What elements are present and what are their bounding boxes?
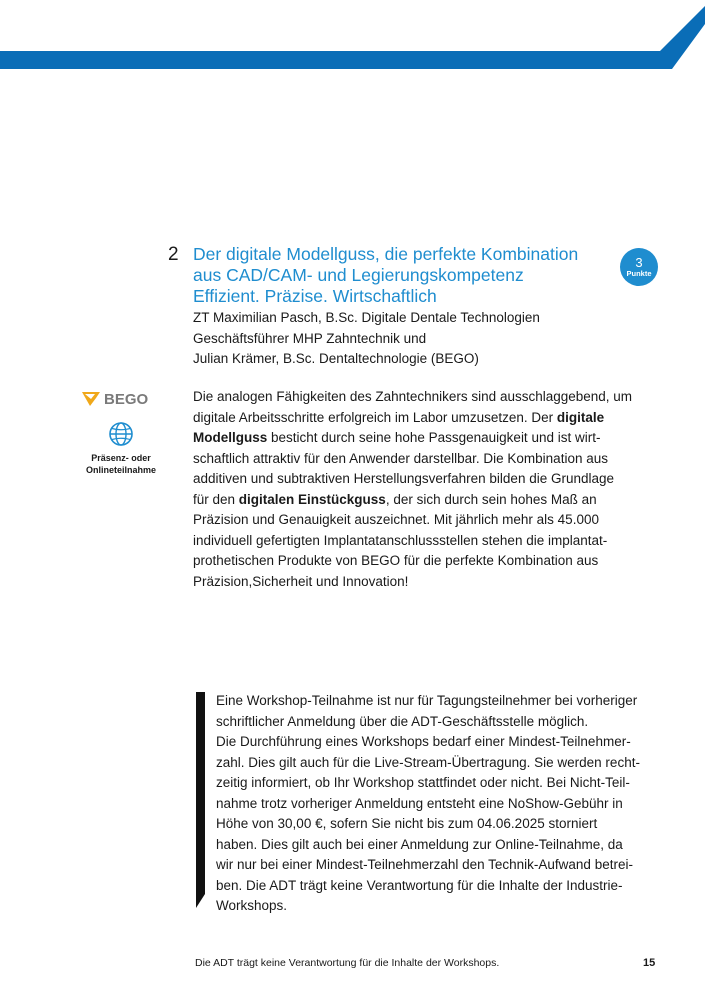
description-line: Präzision,Sicherheit und Innovation! — [193, 573, 409, 589]
notice-line: wir nur bei einer Mindest-Teilnehmerzahl den Technik-Aufwand betrei- — [216, 857, 633, 872]
participation-format — [71, 452, 171, 476]
notice-line: Workshops. — [216, 898, 288, 913]
workshop-title-line: Der digitale Modellguss, die perfekte Kombination — [193, 244, 579, 264]
page-number: 15 — [643, 957, 656, 969]
sponsor-logo-text: BEGO — [104, 391, 149, 408]
points-badge — [620, 248, 658, 286]
description-line — [193, 490, 663, 511]
description-line — [193, 408, 663, 429]
description-text: für den — [193, 491, 239, 507]
notice-line: Die Durchführung eines Workshops bedarf einer Mindest-Teilnehmer- — [216, 734, 631, 749]
speakers — [193, 308, 540, 370]
description-bold-text: digitale — [556, 409, 605, 425]
notice-line: nahme trotz vorheriger Anmeldung entsteht eine NoShow-Gebühr in — [216, 795, 623, 811]
description-line: Präzision und Genauigkeit auszeichnet. Mit jährlich mehr als 45.000 — [193, 512, 599, 527]
participation-format-line: Onlineteilnahme — [85, 465, 156, 475]
points-label: Punkte — [626, 269, 652, 278]
description-line: additiven und subtraktiven Herstellungsverfahren bilden die Grundlage — [193, 471, 615, 486]
notice-line: Höhe von 30,00 €, sofern Sie nicht bis zum 04.06.2025 storniert — [216, 816, 598, 831]
participation-format-line: Präsenz- oder — [91, 453, 151, 463]
header-band — [0, 0, 705, 80]
description-text: , der sich durch sein hohes Maß an — [385, 491, 597, 507]
description-line: schaftlich attraktiv für den Anwender darstellbar. Die Kombination aus — [193, 450, 608, 466]
workshop-number: 2 — [168, 244, 179, 265]
description-line: prothetischen Produkte von BEGO für die perfekte Kombination aus — [193, 553, 599, 568]
description-text: besticht durch seine hohe Passgenauigkeit und ist wirt- — [267, 430, 601, 445]
notice-line: ben. Die ADT trägt keine Verantwortung für die Inhalte der Industrie- — [216, 877, 623, 893]
notice-line: schriftlicher Anmeldung über die ADT-Geschäftsstelle möglich. — [216, 713, 589, 729]
workshop-title-line: Effizient. Präzise. Wirtschaftlich — [193, 286, 437, 306]
description-text: digitale Arbeitsschritte erfolgreich im Labor umzusetzen. Der — [193, 409, 557, 425]
workshop-title-line: aus CAD/CAM- und Legierungskompetenz — [193, 265, 524, 285]
description-line: individuell gefertigten Implantatanschlussstellen stehen die implantat- — [193, 532, 608, 548]
notice-line: zahl. Dies gilt auch für die Live-Stream-Übertragung. Sie werden recht- — [216, 754, 640, 770]
workshop-title — [193, 244, 603, 307]
description-line: Die analogen Fähigkeiten des Zahntechnikers sind ausschlaggebend, um — [193, 389, 633, 404]
points-value: 3 — [635, 255, 643, 270]
globe-icon — [107, 420, 135, 448]
workshop-notice — [216, 691, 666, 917]
speaker-line: Geschäftsführer MHP Zahntechnik und — [193, 330, 427, 346]
notice-accent-bar — [193, 692, 205, 908]
footer-note: Die ADT trägt keine Verantwortung für die Inhalte der Workshops. — [195, 957, 500, 969]
description-bold-text: Modellguss — [193, 430, 268, 445]
notice-line: Eine Workshop-Teilnahme ist nur für Tagungsteilnehmer bei vorheriger — [216, 693, 638, 708]
speaker-line: Julian Krämer, B.Sc. Dentaltechnologie (BEGO) — [193, 351, 479, 366]
workshop-description — [193, 387, 663, 592]
sponsor-logo — [80, 388, 160, 410]
notice-line: zeitig informiert, ob Ihr Workshop stattfindet oder nicht. Bei Nicht-Teil- — [216, 775, 630, 790]
description-line — [193, 428, 663, 449]
description-bold-text: digitalen Einstückguss — [238, 491, 386, 507]
notice-line: haben. Dies gilt auch bei einer Anmeldung zur Online-Teilnahme, da — [216, 836, 623, 852]
speaker-line: ZT Maximilian Pasch, B.Sc. Digitale Dentale Technologien — [193, 310, 540, 325]
